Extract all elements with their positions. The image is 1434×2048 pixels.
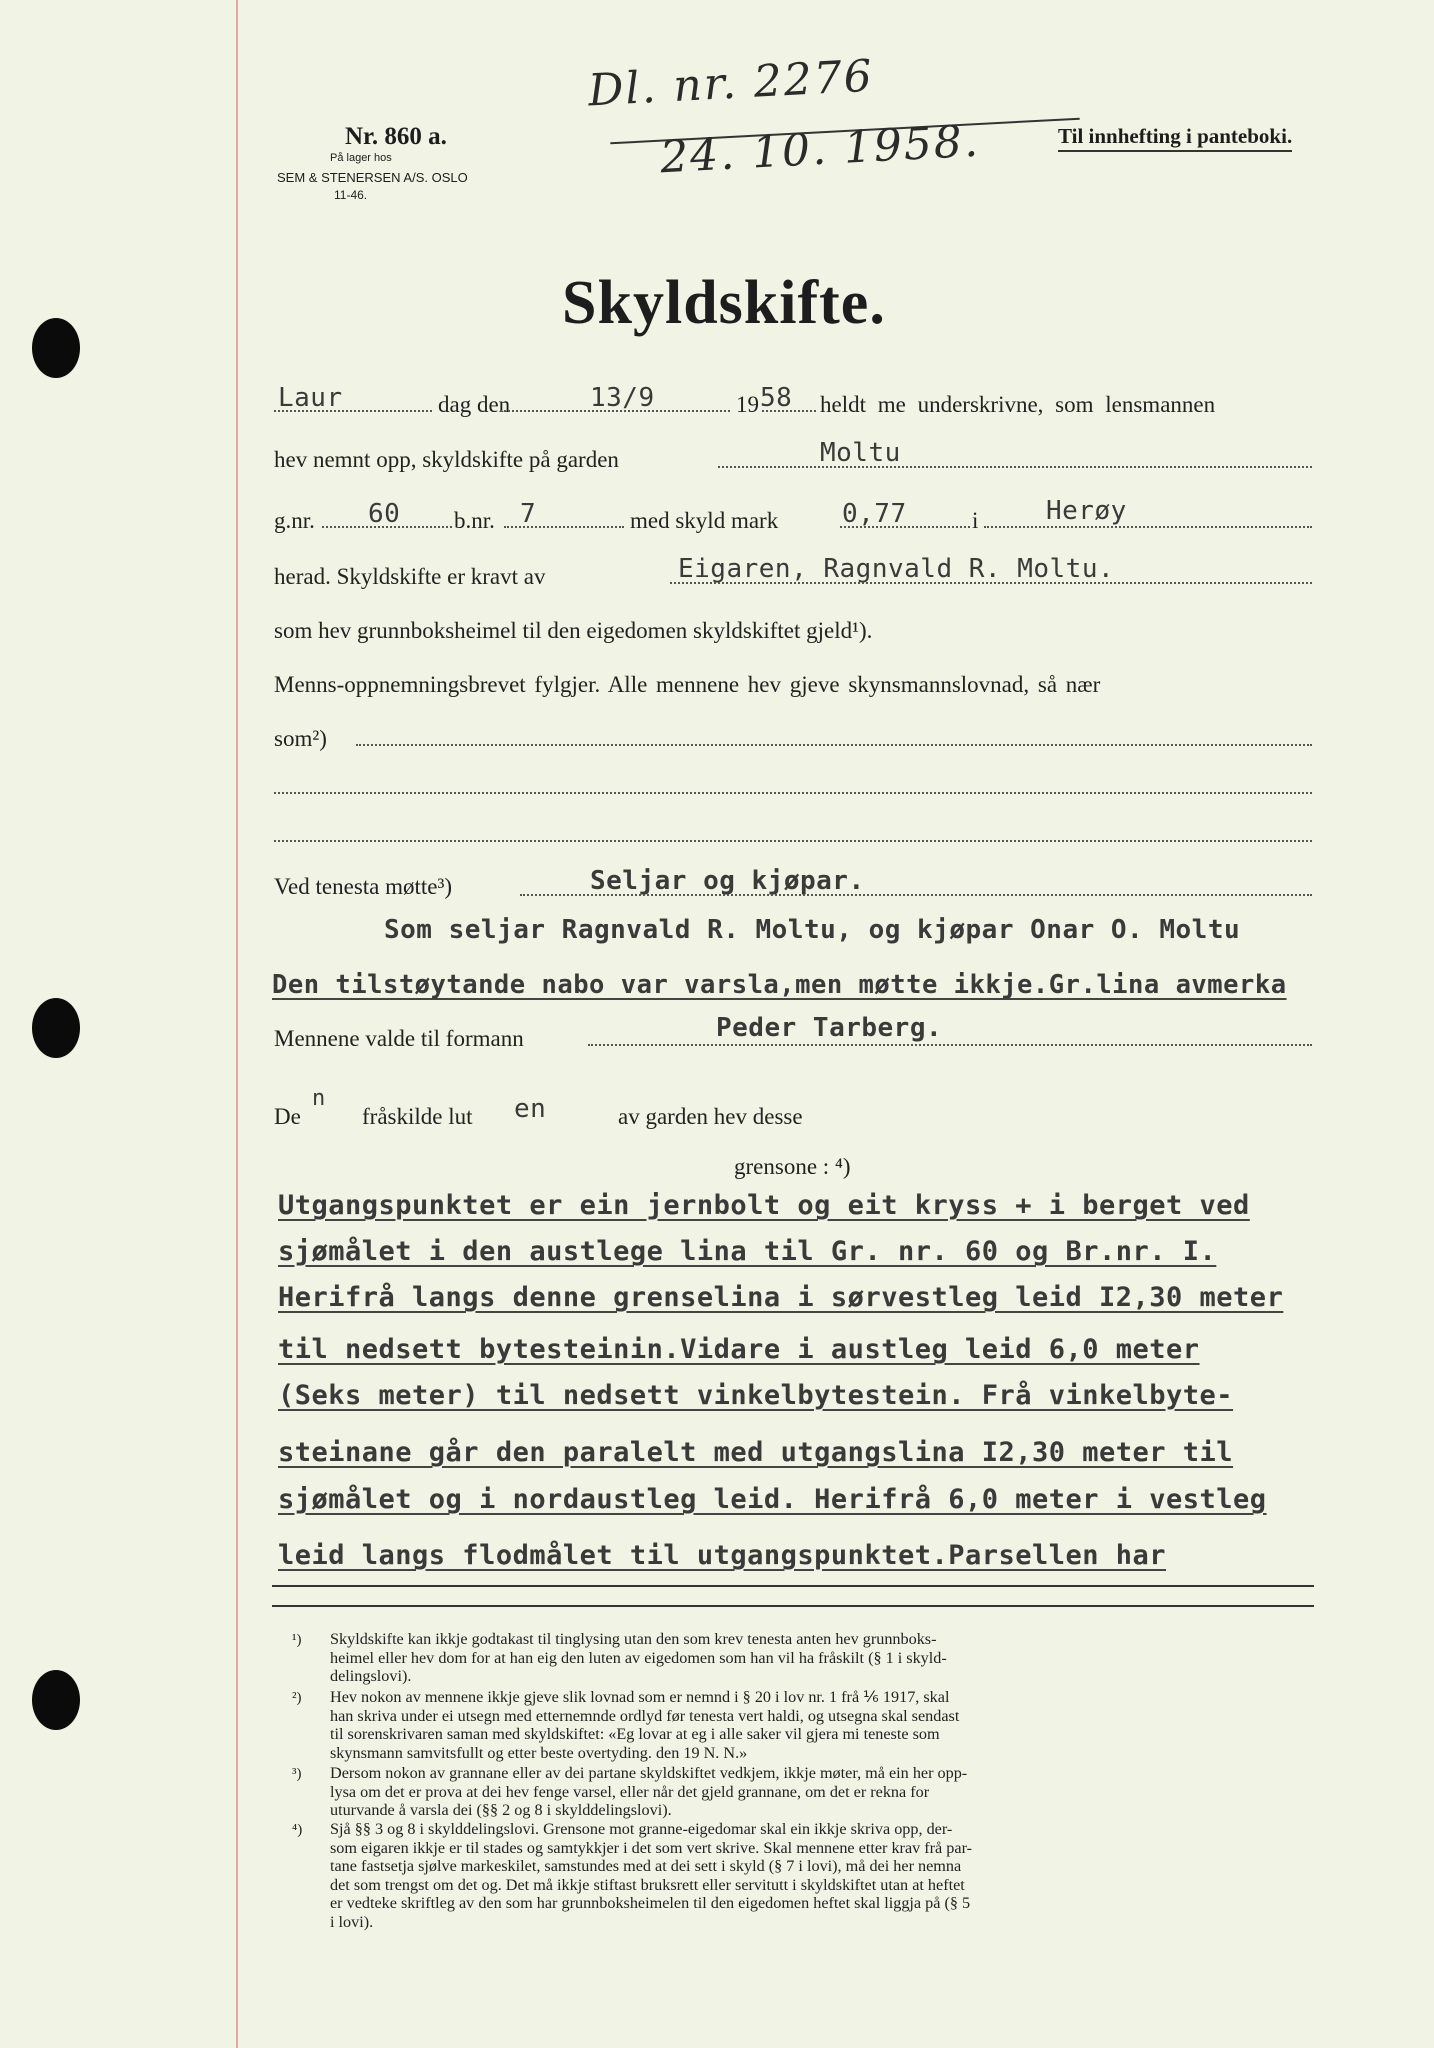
held-text: heldt me underskrivne, som lensmannen xyxy=(820,392,1216,417)
dotted-line xyxy=(762,410,816,412)
publisher-line2: SEM & STENERSEN A/S. OSLO xyxy=(277,170,468,185)
red-margin-line xyxy=(236,0,238,2048)
footnote-4 xyxy=(330,1820,972,1931)
footnote-1-number: ¹) xyxy=(292,1632,302,1648)
footnote-4-line: som eigaren ikkje er til stades og samtykkjer i det som vert skrive. Skal mennene etter krav frå par- xyxy=(330,1838,973,1857)
handwritten-date: 24. 10. 1958. xyxy=(658,115,982,184)
fraskilde-label: fråskilde lut xyxy=(362,1104,473,1129)
dotted-line xyxy=(322,526,452,528)
punch-hole-middle xyxy=(32,998,80,1058)
requester-value: Eigaren, Ragnvald R. Moltu. xyxy=(678,554,1115,584)
weekday-value: Laur xyxy=(278,383,343,413)
dotted-line xyxy=(588,1044,1312,1046)
publisher-line1: På lager hos xyxy=(330,152,392,164)
footnote-4-line: er vedteke skriftleg av den som har grunnboksheimelen til den eigedomen heftet skal liggja på (§ 5 xyxy=(330,1894,971,1912)
boundary-line-5: (Seks meter) til nedsett vinkelbytestein. Frå vinkelbyte- xyxy=(278,1380,1234,1411)
footnote-rule-top xyxy=(272,1585,1314,1587)
filing-note: Til innhefting i panteboki. xyxy=(1058,124,1292,152)
grensone-label: grensone : ⁴) xyxy=(734,1154,851,1179)
dotted-line xyxy=(840,526,970,528)
dotted-line xyxy=(670,582,1312,584)
boundary-line-4: til nedsett bytesteinin.Vidare i austleg leid 6,0 meter xyxy=(278,1334,1200,1365)
dag-den-label: dag den xyxy=(438,392,511,417)
present-line1: Seljar og kjøpar. xyxy=(590,866,865,896)
av-garden-label: av garden hev desse xyxy=(618,1104,803,1129)
handwritten-doc-number: Dl. nr. 2276 xyxy=(586,50,875,117)
skyld-value: 0,77 xyxy=(842,499,907,529)
footnote-2-line: Hev nokon av mennene ikkje gjeve slik lovnad som er nemnd i § 20 i lov nr. 1 frå ⅙ 1917, skal xyxy=(330,1688,950,1706)
footnote-1-line: Skyldskifte kan ikkje godtakast til tinglysing utan den som krev tenesta anten hev grunnboks- xyxy=(330,1630,937,1648)
de-suffix: n xyxy=(312,1086,326,1111)
dotted-line xyxy=(274,410,432,412)
skyldskifte-pa-garden-label: hev nemnt opp, skyldskifte på garden xyxy=(274,447,619,472)
footnote-4-line: i lovi). xyxy=(330,1912,374,1931)
punch-hole-top xyxy=(32,318,80,378)
footnote-2-number: ²) xyxy=(292,1690,302,1706)
dotted-line xyxy=(356,744,1312,746)
footnote-1 xyxy=(330,1630,947,1686)
footnote-2-line: han skriva under ei utsegn med etternemnde ordlyd før tenesta vert haldi, og utsegna skal sendast xyxy=(330,1706,960,1725)
gnr-label: g.nr. xyxy=(274,508,315,533)
footnote-1-line: delingslovi). xyxy=(330,1667,412,1685)
farm-name: Moltu xyxy=(820,438,901,468)
punch-hole-bottom xyxy=(32,1670,80,1730)
footnote-3 xyxy=(330,1764,967,1820)
footnote-4-line: det som trengst om det og. Det må ikkje stiftast bruksrett eller servitutt i skyldskiftet utan at heftet xyxy=(330,1875,965,1894)
footnote-3-line: uturvande å varsla dei (§§ 2 og 8 i skylddelingslovi). xyxy=(330,1801,672,1819)
bnr-label: b.nr. xyxy=(454,508,495,533)
dotted-line xyxy=(504,526,624,528)
dotted-line xyxy=(718,466,1312,468)
boundary-line-8: leid langs flodmålet til utgangspunktet.Parsellen har xyxy=(278,1540,1167,1571)
footnote-3-line: Dersom nokon av grannane eller av dei partane skyldskiftet vedkjem, ikkje møter, må ein her opp- xyxy=(330,1764,968,1782)
publisher-line3: 11-46. xyxy=(334,188,368,202)
document-title: Skyldskifte. xyxy=(562,269,886,337)
present-line3: Den tilstøytande nabo var varsla,men møtte ikkje.Gr.lina avmerka xyxy=(272,970,1287,1000)
footnote-3-number: ³) xyxy=(292,1766,302,1782)
footnote-2 xyxy=(330,1688,959,1762)
footnote-4-number: ⁴) xyxy=(292,1822,303,1838)
herad-label: herad. Skyldskifte er kravt av xyxy=(274,564,546,589)
formann-label: Mennene valde til formann xyxy=(274,1026,524,1051)
dotted-line xyxy=(274,792,1312,794)
grunnbok-line: som hev grunnboksheimel til den eigedomen skyldskiftet gjeld¹). xyxy=(274,618,873,643)
footnote-2-line: til sorenskrivaren saman med skyldskiftet: «Eg lovar at eg i alle saker vil gjera mi teneste som xyxy=(330,1725,940,1743)
year-prefix: 19 xyxy=(736,392,759,417)
boundary-line-2: sjømålet i den austlege lina til Gr. nr. 60 og Br.nr. I. xyxy=(278,1236,1217,1267)
date-value: 13/9 xyxy=(590,383,655,413)
herad-name: Herøy xyxy=(1046,496,1127,526)
footnote-rule-bottom xyxy=(272,1605,1314,1607)
gnr-value: 60 xyxy=(368,499,401,529)
form-number: Nr. 860 a. xyxy=(345,123,447,150)
lut-suffix: en xyxy=(514,1094,547,1124)
boundary-line-3: Herifrå langs denne grenselina i sørvestleg leid I2,30 meter xyxy=(278,1282,1284,1313)
i-label: i xyxy=(972,508,979,533)
dotted-line xyxy=(520,894,1312,896)
som-label: som²) xyxy=(274,726,327,751)
dotted-line xyxy=(984,526,1312,528)
dotted-line xyxy=(500,410,730,412)
year-value: 58 xyxy=(760,383,793,413)
boundary-line-1: Utgangspunktet er ein jernbolt og eit kryss + i berget ved xyxy=(278,1190,1250,1221)
menns-line: Menns-oppnemningsbrevet fylgjer. Alle mennene hev gjeve skynsmannslovnad, så nær xyxy=(274,672,1101,697)
present-line2: Som seljar Ragnvald R. Moltu, og kjøpar Onar O. Moltu xyxy=(384,915,1241,945)
dotted-line xyxy=(274,840,1312,842)
skyld-mark-label: med skyld mark xyxy=(630,508,779,533)
footnote-2-line: skynsmann samvitsfullt og etter beste overtyding. den 19 N. N.» xyxy=(330,1743,748,1762)
boundary-line-6: steinane går den paralelt med utgangslina I2,30 meter til xyxy=(278,1437,1234,1468)
formann-value: Peder Tarberg. xyxy=(716,1013,943,1043)
ved-tenesta-label: Ved tenesta møtte³) xyxy=(274,874,453,899)
de-label: De xyxy=(274,1104,301,1129)
footnote-3-line: lysa om det er prova at dei hev fenge varsel, eller når det gjeld grannane, om det er rekna for xyxy=(330,1782,930,1801)
footnote-4-line: tane fastsetja sjølve markeskilet, samstundes med at dei sett i skyld (§ 7 i lovi), må dei her nemna xyxy=(330,1857,962,1875)
footnote-1-line: heimel eller hev dom for at han eig den luten av eigedomen som han vil ha fråskilt (§ 1 i skyld- xyxy=(330,1648,947,1667)
bnr-value: 7 xyxy=(520,499,537,529)
boundary-line-7: sjømålet og i nordaustleg leid. Herifrå 6,0 meter i vestleg xyxy=(278,1484,1267,1515)
footnote-4-line: Sjå §§ 3 og 8 i skylddelingslovi. Grensone mot granne-eigedomar skal ein ikkje skriva opp, der- xyxy=(330,1820,953,1838)
